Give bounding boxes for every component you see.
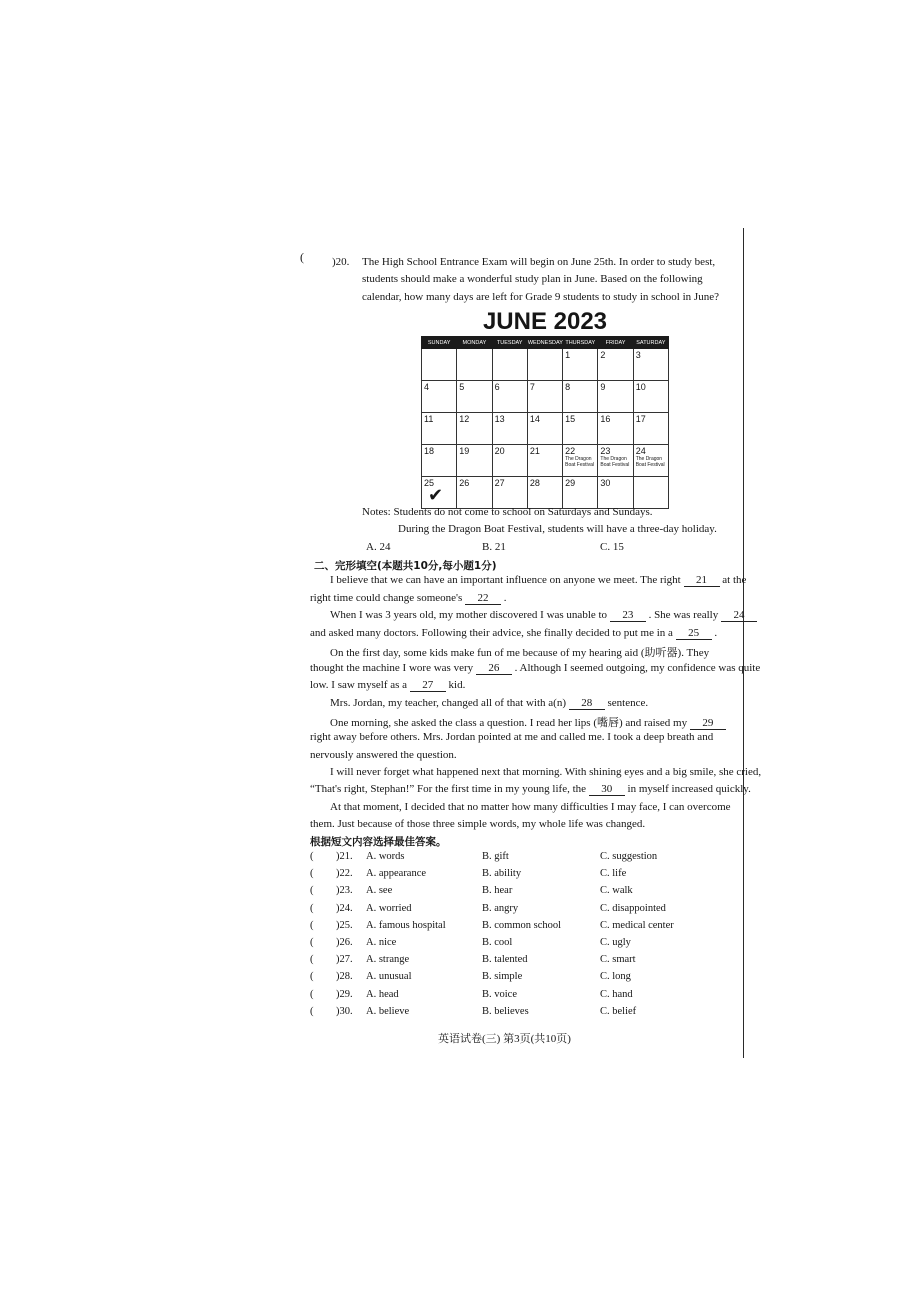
calendar-day-cell — [598, 477, 633, 509]
option-a[interactable]: A. see — [366, 885, 393, 897]
passage-text: low. I saw myself as a — [310, 679, 408, 691]
passage-text: sentence. — [607, 697, 649, 709]
calendar-day-cell — [527, 445, 562, 477]
passage-text: One morning, she asked the class a question. I read her lips (嘴唇) and raised my — [330, 717, 688, 729]
question-number: )26. — [336, 937, 353, 948]
question-option-row — [310, 868, 730, 885]
question-option-row — [310, 851, 730, 868]
option-c[interactable]: C. life — [600, 868, 627, 880]
q20-option-c: C. 15 — [600, 541, 624, 553]
answer-paren[interactable]: ( — [310, 919, 314, 931]
cloze-blank-28[interactable]: 28 — [569, 697, 605, 710]
option-c[interactable]: C. ugly — [600, 937, 631, 948]
option-a[interactable]: A. strange — [366, 954, 410, 966]
passage-text: kid. — [448, 679, 466, 691]
option-c[interactable]: C. hand — [600, 988, 633, 1000]
answer-paren[interactable]: ( — [310, 868, 314, 880]
q20-text-line1: The High School Entrance Exam will begin on June 25th. In order to study best, — [362, 256, 716, 268]
calendar-day-number: 6 — [494, 382, 500, 392]
notes-line1: Notes: Students do not come to school on Saturdays and Sundays. — [362, 506, 653, 518]
calendar-day-cell — [633, 477, 668, 509]
calendar-week-row — [422, 413, 669, 445]
calendar-day-cell — [598, 381, 633, 413]
q20-text-line3: calendar, how many days are left for Grade 9 students to study in school in June? — [362, 291, 719, 303]
answer-paren[interactable]: ( — [310, 988, 314, 1000]
calendar-day-cell — [598, 445, 633, 477]
calendar-day-cell — [422, 477, 457, 509]
calendar-title: JUNE 2023 — [482, 308, 608, 335]
cloze-blank-27[interactable]: 27 — [410, 679, 446, 692]
option-b[interactable]: B. voice — [482, 988, 517, 1000]
passage-text: “That's right, Stephan!” For the first time in my young life, the — [310, 783, 587, 795]
passage-line — [330, 714, 750, 730]
passage-line — [310, 679, 730, 692]
calendar-day-cell — [457, 381, 492, 413]
calendar-day-cell — [422, 349, 457, 381]
passage-text: . She was really — [648, 609, 719, 621]
passage-text: and asked many doctors. Following their advice, she finally decided to put me in a — [310, 627, 673, 639]
passage-text: . Although I seemed outgoing, my confidence was quite — [514, 662, 761, 674]
calendar-day-number: 10 — [635, 382, 646, 392]
weekday-header-saturday: SATURDAY — [633, 337, 668, 349]
calendar-day-number: 11 — [424, 414, 434, 424]
calendar-day-cell — [492, 381, 527, 413]
calendar-day-cell — [492, 445, 527, 477]
calendar-day-number: 22 — [565, 446, 576, 456]
calendar-day-number: 5 — [459, 382, 465, 392]
calendar-day-number: 30 — [600, 478, 611, 488]
calendar-day-cell — [457, 445, 492, 477]
option-a[interactable]: A. nice — [366, 937, 397, 948]
option-c[interactable]: C. smart — [600, 954, 636, 966]
passage-text: I will never forget what happened next that morning. With shining eyes and a big smile, she cried, — [330, 766, 762, 778]
question-number: )23. — [336, 885, 353, 897]
answer-paren[interactable]: ( — [310, 954, 314, 966]
passage-text: thought the machine I wore was very — [310, 662, 474, 674]
question-number: )25. — [336, 919, 353, 931]
calendar-day-cell — [563, 349, 598, 381]
passage-line — [330, 766, 762, 778]
option-b[interactable]: B. ability — [482, 868, 522, 880]
calendar-day-number: 14 — [529, 414, 540, 424]
calendar-day-number: 7 — [529, 382, 535, 392]
dragon-boat-festival-label: The Dragon Boat Festival — [600, 456, 630, 468]
calendar-day-cell — [563, 477, 598, 509]
passage-text: in myself increased quickly. — [627, 783, 751, 795]
passage-line — [330, 644, 750, 660]
question-number: )28. — [336, 971, 353, 983]
question-number: )27. — [336, 954, 353, 966]
option-a[interactable]: A. appearance — [366, 868, 427, 880]
calendar-day-cell — [492, 413, 527, 445]
section2-instruction: 根据短文内容选择最佳答案。 — [310, 836, 447, 848]
answer-paren[interactable]: ( — [310, 1005, 314, 1017]
option-a[interactable]: A. unusual — [366, 971, 412, 983]
calendar-day-number: 19 — [459, 446, 470, 456]
option-b[interactable]: B. angry — [482, 902, 519, 914]
cloze-blank-21[interactable]: 21 — [684, 574, 720, 587]
option-a[interactable]: A. head — [366, 988, 399, 1000]
option-c[interactable]: C. medical center — [600, 919, 674, 931]
question-number: )29. — [336, 988, 353, 1000]
calendar-day-number: 24 — [635, 446, 646, 456]
question-option-row — [310, 989, 730, 1006]
question-number: )21. — [336, 851, 353, 862]
calendar-day-number: 3 — [635, 350, 641, 360]
question-number: )24. — [336, 902, 353, 914]
calendar-weekday-header — [422, 337, 669, 349]
question-option-row — [310, 1006, 730, 1023]
weekday-header-thursday: THURSDAY — [563, 337, 598, 349]
weekday-header-tuesday: TUESDAY — [492, 337, 527, 349]
checkmark-icon: ✔ — [428, 485, 444, 505]
weekday-header-friday: FRIDAY — [598, 337, 633, 349]
option-b[interactable]: B. common school — [482, 919, 562, 931]
option-b[interactable]: B. simple — [482, 971, 523, 983]
calendar-day-number: 9 — [600, 382, 606, 392]
cloze-blank-23[interactable]: 23 — [610, 609, 646, 622]
answer-paren[interactable]: ( — [310, 885, 314, 897]
passage-line — [310, 749, 730, 761]
q20-text-line2: students should make a wonderful study plan in June. Based on the following — [362, 273, 703, 285]
option-b[interactable]: B. hear — [482, 885, 513, 897]
passage-line — [310, 783, 751, 796]
question-number: )22. — [336, 868, 353, 880]
question-option-row — [310, 971, 730, 988]
option-c[interactable]: C. walk — [600, 885, 633, 897]
passage-text: at the — [722, 574, 747, 586]
calendar-day-cell — [492, 477, 527, 509]
option-a[interactable]: A. worried — [366, 902, 412, 914]
passage-text: nervously answered the question. — [310, 749, 457, 761]
calendar-day-number: 26 — [459, 478, 470, 488]
notes-line2: During the Dragon Boat Festival, students will have a three-day holiday. — [398, 523, 717, 535]
calendar-day-cell — [633, 381, 668, 413]
cloze-blank-30[interactable]: 30 — [589, 783, 625, 796]
option-c[interactable]: C. suggestion — [600, 851, 658, 862]
passage-line — [310, 731, 730, 743]
calendar-day-number: 13 — [494, 414, 505, 424]
calendar-day-cell — [457, 413, 492, 445]
calendar-day-number: 15 — [565, 414, 576, 424]
calendar-day-cell — [598, 413, 633, 445]
section2-heading: 二、完形填空(本题共10分,每小题1分) — [314, 560, 497, 572]
passage-text: . — [714, 627, 718, 639]
passage-line — [330, 574, 750, 587]
calendar-week-row — [422, 445, 669, 477]
passage-text: . — [503, 592, 507, 604]
cloze-blank-26[interactable]: 26 — [476, 662, 512, 675]
option-b[interactable]: B. believes — [482, 1005, 529, 1017]
question-number: )30. — [336, 1005, 353, 1017]
answer-paren[interactable]: ( — [310, 937, 314, 948]
calendar-day-cell — [527, 349, 562, 381]
calendar-day-cell — [527, 477, 562, 509]
calendar-day-cell — [457, 349, 492, 381]
option-b[interactable]: B. cool — [482, 937, 513, 948]
q20-option-b: B. 21 — [482, 541, 506, 553]
calendar-day-cell — [633, 413, 668, 445]
calendar-day-cell — [422, 413, 457, 445]
calendar-day-number: 2 — [600, 350, 606, 360]
passage-text: I believe that we can have an important influence on anyone we meet. The right — [330, 574, 681, 586]
calendar-day-cell — [527, 413, 562, 445]
option-c[interactable]: C. long — [600, 971, 631, 983]
weekday-header-wednesday: WEDNESDAY — [527, 337, 562, 349]
calendar-day-number: 16 — [600, 414, 611, 424]
calendar-day-cell — [563, 445, 598, 477]
dragon-boat-festival-label: The Dragon Boat Festival — [565, 456, 595, 468]
passage-text: When I was 3 years old, my mother discovered I was unable to — [330, 609, 608, 621]
weekday-header-sunday: SUNDAY — [422, 337, 457, 349]
passage-text: At that moment, I decided that no matter how many difficulties I may face, I can overcome — [330, 801, 731, 813]
passage-line — [310, 662, 761, 675]
passage-text: Mrs. Jordan, my teacher, changed all of that with a(n) — [330, 697, 566, 709]
calendar-day-number: 17 — [635, 414, 646, 424]
cloze-blank-24[interactable]: 24 — [721, 609, 757, 622]
question-option-row — [310, 937, 730, 954]
calendar-day-cell — [598, 349, 633, 381]
option-c[interactable]: C. disappointed — [600, 902, 666, 914]
question-option-row — [310, 954, 730, 971]
calendar-day-number: 28 — [529, 478, 540, 488]
calendar-week-row — [422, 349, 669, 381]
calendar-day-cell — [422, 445, 457, 477]
calendar-day-cell — [563, 413, 598, 445]
cloze-blank-25[interactable]: 25 — [676, 627, 712, 640]
calendar-day-number: 21 — [529, 446, 540, 456]
q20-answer-paren[interactable]: ( — [300, 250, 304, 264]
question-option-row — [310, 920, 730, 937]
passage-line — [330, 801, 750, 813]
cloze-blank-22[interactable]: 22 — [465, 592, 501, 605]
cloze-blank-29[interactable]: 29 — [690, 717, 726, 730]
calendar-day-number: 8 — [565, 382, 571, 392]
passage-line — [310, 627, 730, 640]
weekday-header-monday: MONDAY — [457, 337, 492, 349]
calendar-day-cell — [527, 381, 562, 413]
option-b[interactable]: B. gift — [482, 851, 509, 862]
calendar-day-cell — [563, 381, 598, 413]
page-margin-rule — [743, 228, 744, 1058]
passage-text: right away before others. Mrs. Jordan pointed at me and called me. I took a deep breath and — [310, 731, 714, 743]
calendar-day-number: 29 — [565, 478, 576, 488]
calendar-day-number: 4 — [424, 382, 430, 392]
question-option-row — [310, 903, 730, 920]
passage-line — [330, 697, 750, 710]
calendar-day-cell — [633, 445, 668, 477]
answer-paren[interactable]: ( — [310, 902, 314, 914]
calendar-day-number: 1 — [565, 350, 571, 360]
passage-line — [310, 592, 730, 605]
option-a[interactable]: A. words — [366, 851, 405, 862]
calendar-day-cell — [633, 349, 668, 381]
calendar-day-number: 12 — [459, 414, 470, 424]
calendar-day-number: 18 — [424, 446, 435, 456]
option-c[interactable]: C. belief — [600, 1005, 637, 1017]
passage-line — [310, 818, 730, 830]
calendar-day-number: 27 — [494, 478, 505, 488]
page-footer: 英语试卷(三) 第3页(共10页) — [438, 1033, 571, 1045]
calendar-day-cell — [492, 349, 527, 381]
option-a[interactable]: A. believe — [366, 1005, 410, 1017]
passage-text: right time could change someone's — [310, 592, 463, 604]
dragon-boat-festival-label: The Dragon Boat Festival — [635, 456, 665, 468]
q20-option-a: A. 24 — [366, 541, 391, 553]
passage-line — [330, 609, 750, 622]
calendar-day-number: 23 — [600, 446, 611, 456]
question-option-row — [310, 885, 730, 902]
option-b[interactable]: B. talented — [482, 954, 528, 966]
calendar-day-number: 20 — [494, 446, 505, 456]
calendar-day-cell — [457, 477, 492, 509]
calendar-week-row — [422, 477, 669, 509]
calendar-day-cell — [422, 381, 457, 413]
june-calendar — [421, 336, 669, 509]
passage-text: On the first day, some kids make fun of me because of my hearing aid (助听器). They — [330, 647, 710, 659]
q20-number: )20. — [332, 256, 350, 268]
answer-paren[interactable]: ( — [310, 971, 314, 983]
calendar-day-number: 25 — [424, 478, 435, 488]
calendar-week-row — [422, 381, 669, 413]
option-a[interactable]: A. famous hospital — [366, 919, 446, 931]
answer-paren[interactable]: ( — [310, 851, 314, 862]
passage-text: them. Just because of those three simple words, my whole life was changed. — [310, 818, 646, 830]
